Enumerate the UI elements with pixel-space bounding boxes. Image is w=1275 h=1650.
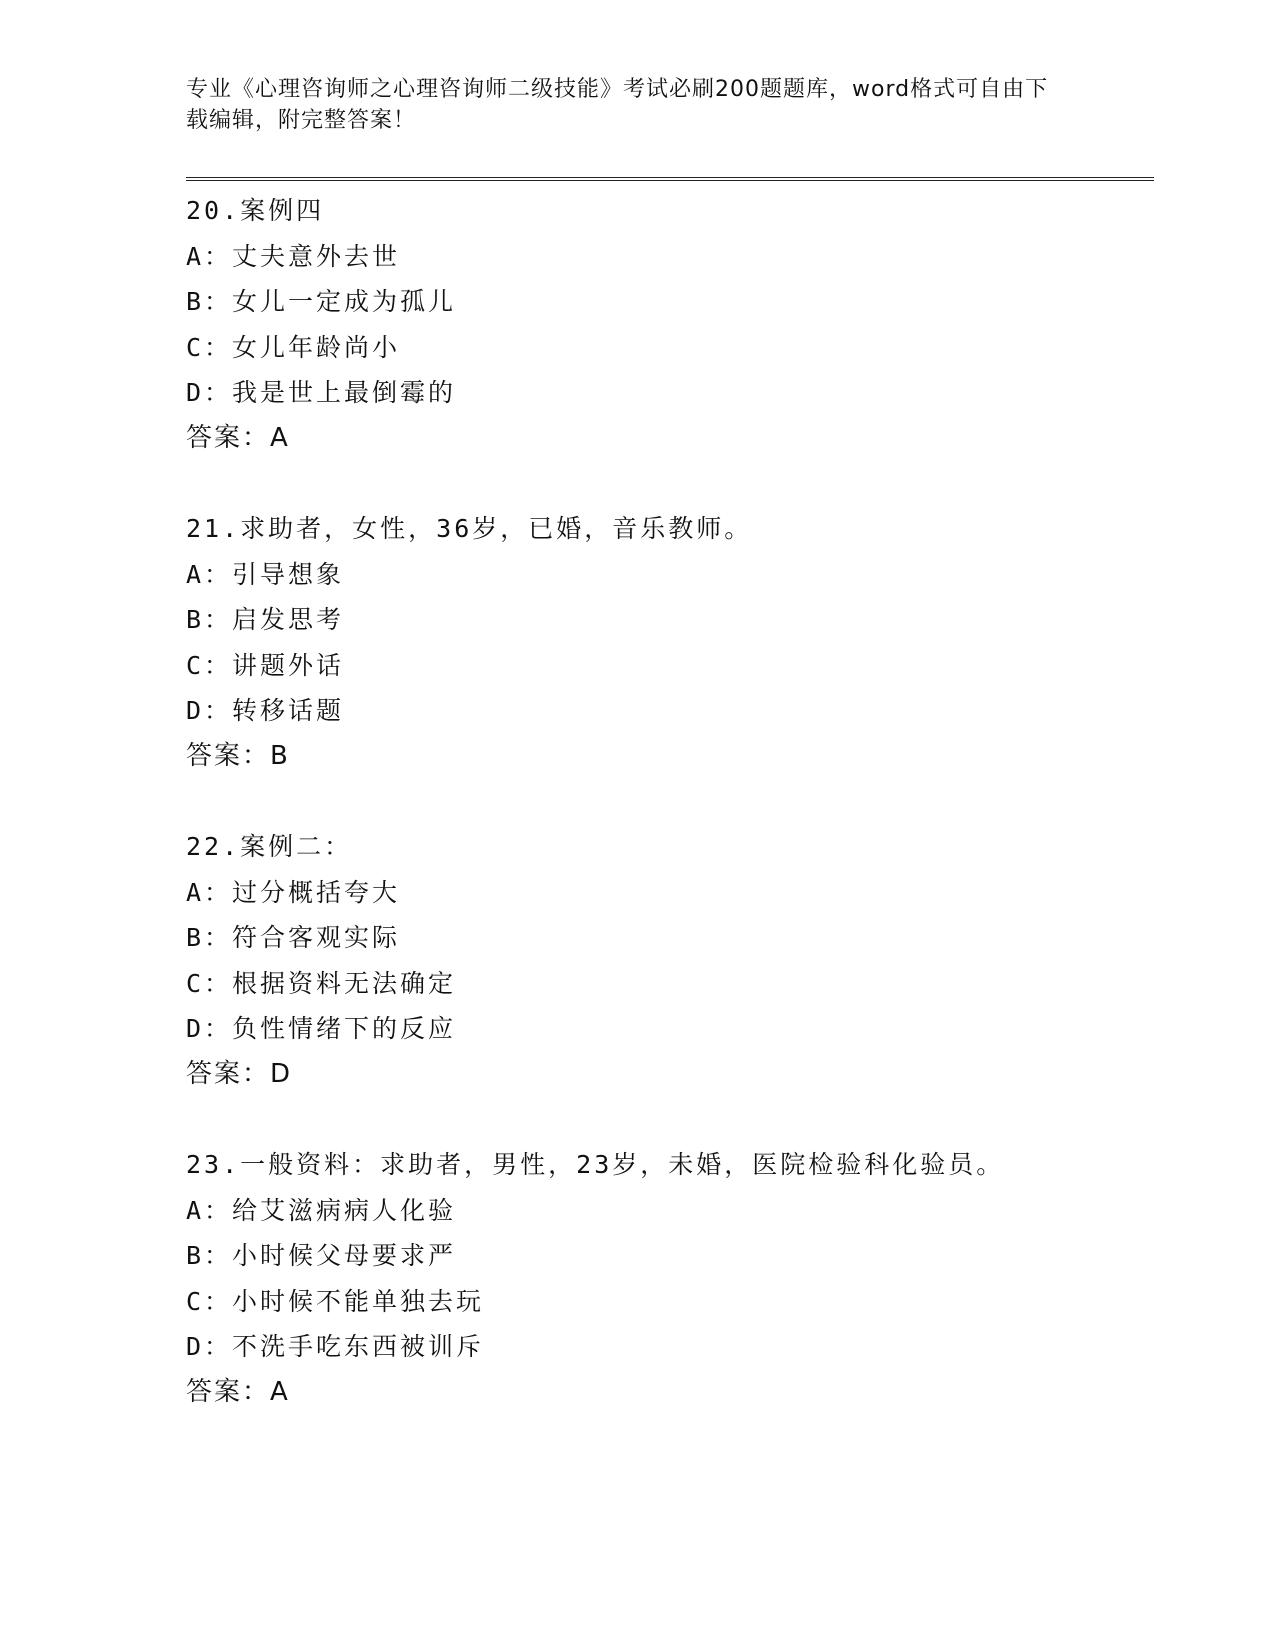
question-stem: 21.求助者，女性，36岁，已婚，音乐教师。 [186,514,753,543]
option-a: A：引导想象 [186,559,345,589]
question-list [186,188,1146,1460]
option-d: D：我是世上最倒霉的 [186,378,457,407]
question-stem: 20.案例四 [186,196,325,225]
answer-line: 答案：A [186,1376,290,1407]
header-divider [186,177,1154,181]
option-d: D：负性情绪下的反应 [186,1014,457,1043]
answer-line: 答案：B [186,740,290,771]
question-stem: 22.案例二： [186,832,353,861]
option-d: D：转移话题 [186,696,345,725]
answer-line: 答案：A [186,422,290,453]
question-22 [186,824,1146,1097]
option-b: B：小时候父母要求严 [186,1241,457,1270]
document-header [186,74,1066,136]
question-23 [186,1142,1146,1415]
answer-line: 答案：D [186,1058,293,1089]
question-stem: 23.一般资料：求助者，男性，23岁，未婚，医院检验科化验员。 [186,1150,1005,1179]
option-a: A：过分概括夸大 [186,877,401,907]
option-a: A：丈夫意外去世 [186,241,401,271]
option-c: C：讲题外话 [186,650,345,680]
option-b: B：启发思考 [186,605,345,634]
option-b: B：女儿一定成为孤儿 [186,287,457,316]
option-d: D：不洗手吃东西被训斥 [186,1332,485,1361]
question-21 [186,506,1146,779]
option-c: C：女儿年龄尚小 [186,332,401,362]
option-a: A：给艾滋病病人化验 [186,1195,457,1225]
option-b: B：符合客观实际 [186,923,401,952]
question-20 [186,188,1146,461]
header-intro-text: 专业《心理咨询师之心理咨询师二级技能》考试必刷200题题库，word格式可自由下载编辑，附完整答案！ [186,77,1049,133]
option-c: C：根据资料无法确定 [186,968,457,998]
option-c: C：小时候不能单独去玩 [186,1286,485,1316]
